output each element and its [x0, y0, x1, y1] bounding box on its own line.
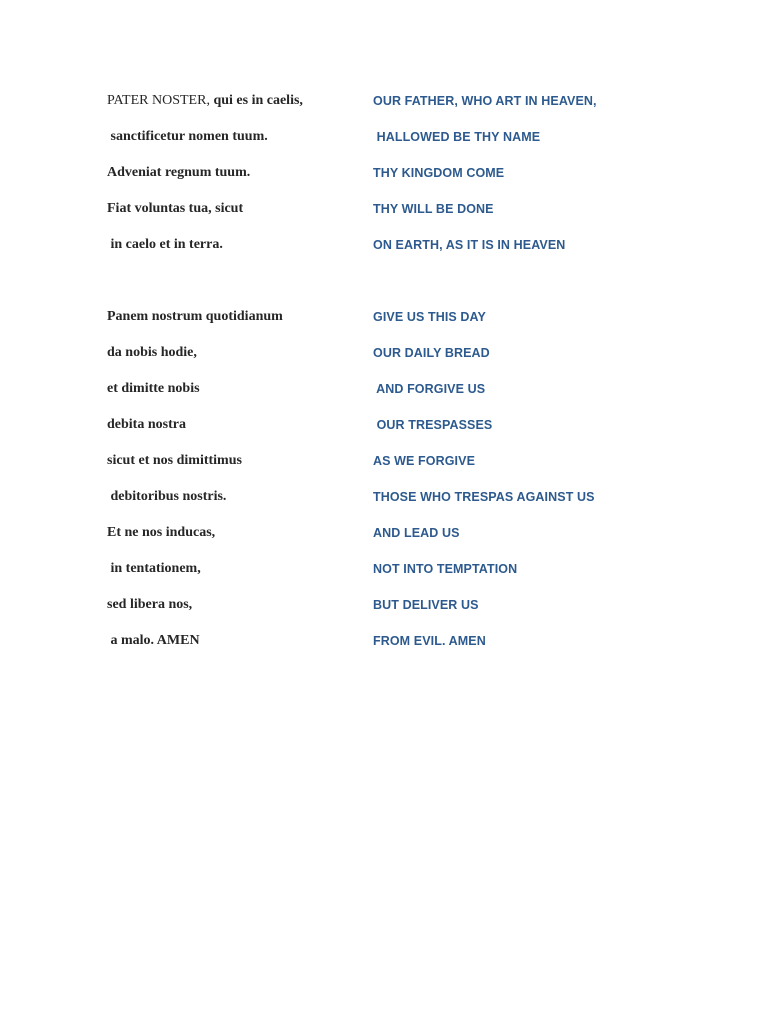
- english-text: GIVE US THIS DAY: [373, 310, 486, 324]
- latin-text: sicut et nos dimittimus: [107, 453, 242, 468]
- prayer-line: [0, 415, 768, 439]
- latin-text: sed libera nos,: [107, 597, 193, 612]
- latin-text: debita nostra: [107, 417, 186, 432]
- english-text: THY KINGDOM COME: [373, 166, 505, 180]
- latin-text: et dimitte nobis: [107, 381, 200, 396]
- latin-text: Et ne nos inducas,: [107, 525, 216, 540]
- latin-text: sanctificetur nomen tuum.: [107, 129, 268, 144]
- prayer-line: [0, 163, 768, 187]
- prayer-line: [0, 487, 768, 511]
- prayer-line: [0, 523, 768, 547]
- english-text: NOT INTO TEMPTATION: [373, 562, 518, 576]
- english-text: BUT DELIVER US: [373, 598, 479, 612]
- english-text: THOSE WHO TRESPAS AGAINST US: [373, 490, 595, 504]
- english-text: THY WILL BE DONE: [373, 202, 494, 216]
- prayer-line: [0, 199, 768, 223]
- prayer-line: [0, 235, 768, 259]
- latin-text: in caelo et in terra.: [107, 237, 223, 252]
- prayer-line: [0, 595, 768, 619]
- latin-text: da nobis hodie,: [107, 345, 197, 360]
- latin-text: [107, 91, 303, 111]
- english-text: FROM EVIL. AMEN: [373, 634, 486, 648]
- latin-text: Adveniat regnum tuum.: [107, 165, 251, 180]
- latin-text: debitoribus nostris.: [107, 489, 227, 504]
- english-text: AS WE FORGIVE: [373, 454, 476, 468]
- prayer-line: [0, 307, 768, 331]
- prayer-line: [0, 379, 768, 403]
- english-text: AND LEAD US: [373, 526, 460, 540]
- prayer-line: [0, 559, 768, 583]
- latin-text: a malo. AMEN: [107, 633, 200, 648]
- english-text: HALLOWED BE THY NAME: [373, 130, 541, 144]
- latin-text: Panem nostrum quotidianum: [107, 309, 283, 324]
- english-text: OUR FATHER, WHO ART IN HEAVEN,: [373, 94, 597, 108]
- latin-text-bold: qui es in caelis,: [213, 93, 303, 108]
- prayer-line: [0, 451, 768, 475]
- english-text: OUR TRESPASSES: [373, 418, 493, 432]
- prayer-line: [0, 91, 768, 115]
- latin-lead-text: PATER NOSTER,: [107, 93, 214, 108]
- english-text: OUR DAILY BREAD: [373, 346, 490, 360]
- latin-text: Fiat voluntas tua, sicut: [107, 201, 244, 216]
- english-text: AND FORGIVE US: [373, 382, 486, 396]
- prayer-line: [0, 127, 768, 151]
- prayer-line: [0, 631, 768, 655]
- prayer-line: [0, 343, 768, 367]
- latin-text: in tentationem,: [107, 561, 201, 576]
- english-text: ON EARTH, AS IT IS IN HEAVEN: [373, 238, 566, 252]
